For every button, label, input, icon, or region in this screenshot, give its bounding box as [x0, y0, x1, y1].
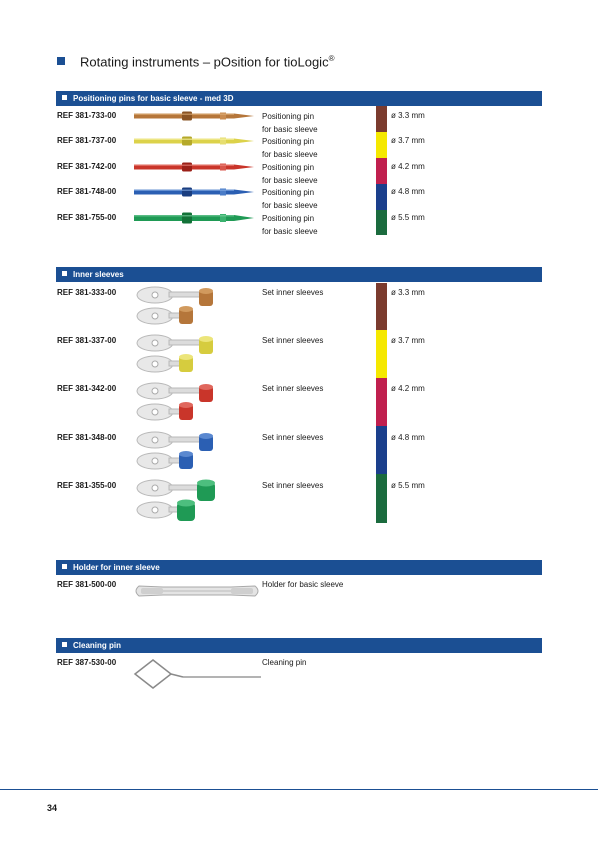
- ref-number: REF 381-333-00: [57, 288, 117, 297]
- inner-sleeve-set-image: [133, 332, 221, 376]
- ref-number: REF 381-355-00: [57, 481, 117, 490]
- diameter-label: ø 3.3 mm: [391, 288, 425, 297]
- ref-number: REF 381-348-00: [57, 433, 117, 442]
- diameter-label: ø 3.7 mm: [391, 136, 425, 145]
- inner-sleeve-set-image: [133, 429, 221, 473]
- section-header-holder: Holder for inner sleeve: [56, 560, 542, 575]
- item-description: Positioning pin for basic sleeve: [262, 188, 318, 210]
- item-description: Positioning pin for basic sleeve: [262, 214, 318, 236]
- ref-number: REF 381-500-00: [57, 580, 117, 589]
- item-description: Set inner sleeves: [262, 481, 324, 490]
- section-header-positioning-pins: Positioning pins for basic sleeve - med 3D: [56, 91, 542, 106]
- footer-divider: [0, 789, 598, 790]
- ref-number: REF 381-737-00: [57, 136, 117, 145]
- ref-number: REF 381-748-00: [57, 187, 117, 196]
- item-description: Set inner sleeves: [262, 384, 324, 393]
- color-swatch: [376, 426, 387, 474]
- page-number: 34: [47, 803, 58, 813]
- item-description: Set inner sleeves: [262, 433, 324, 442]
- color-swatch: [376, 474, 387, 523]
- color-swatch: [376, 106, 387, 132]
- inner-sleeve-set-image: [133, 284, 221, 328]
- item-description: Set inner sleeves: [262, 336, 324, 345]
- ref-number: REF 381-755-00: [57, 213, 117, 222]
- diameter-label: ø 5.5 mm: [391, 481, 425, 490]
- title-bullet: [57, 57, 65, 65]
- page-title: Rotating instruments – pOsition for tioLogic®: [80, 54, 335, 70]
- color-swatch: [376, 283, 387, 330]
- item-description: Positioning pin for basic sleeve: [262, 137, 318, 159]
- cleaning-pin-image: [133, 657, 263, 691]
- positioning-pin-image: [134, 110, 256, 122]
- color-swatch: [376, 184, 387, 210]
- inner-sleeve-set-image: [133, 380, 221, 424]
- color-swatch: [376, 330, 387, 378]
- section-header-inner-sleeves: Inner sleeves: [56, 267, 542, 282]
- section-header-cleaning-pin: Cleaning pin: [56, 638, 542, 653]
- color-swatch: [376, 378, 387, 426]
- inner-sleeve-set-image: [133, 477, 221, 523]
- diameter-label: ø 4.8 mm: [391, 187, 425, 196]
- positioning-pin-image: [134, 211, 256, 225]
- diameter-label: ø 4.2 mm: [391, 162, 425, 171]
- holder-image: [133, 580, 261, 602]
- item-description: Cleaning pin: [262, 658, 307, 667]
- diameter-label: ø 3.7 mm: [391, 336, 425, 345]
- item-description: Positioning pin for basic sleeve: [262, 163, 318, 185]
- diameter-label: ø 5.5 mm: [391, 213, 425, 222]
- item-description: Holder for basic sleeve: [262, 580, 344, 589]
- diameter-label: ø 4.2 mm: [391, 384, 425, 393]
- positioning-pin-image: [134, 135, 256, 147]
- positioning-pin-image: [134, 161, 256, 173]
- ref-number: REF 387-530-00: [57, 658, 117, 667]
- diameter-label: ø 3.3 mm: [391, 111, 425, 120]
- item-description: Set inner sleeves: [262, 288, 324, 297]
- positioning-pin-image: [134, 186, 256, 198]
- color-swatch: [376, 158, 387, 184]
- color-swatch: [376, 132, 387, 158]
- diameter-label: ø 4.8 mm: [391, 433, 425, 442]
- ref-number: REF 381-733-00: [57, 111, 117, 120]
- color-swatch: [376, 210, 387, 235]
- ref-number: REF 381-337-00: [57, 336, 117, 345]
- item-description: Positioning pin for basic sleeve: [262, 112, 318, 134]
- ref-number: REF 381-342-00: [57, 384, 117, 393]
- ref-number: REF 381-742-00: [57, 162, 117, 171]
